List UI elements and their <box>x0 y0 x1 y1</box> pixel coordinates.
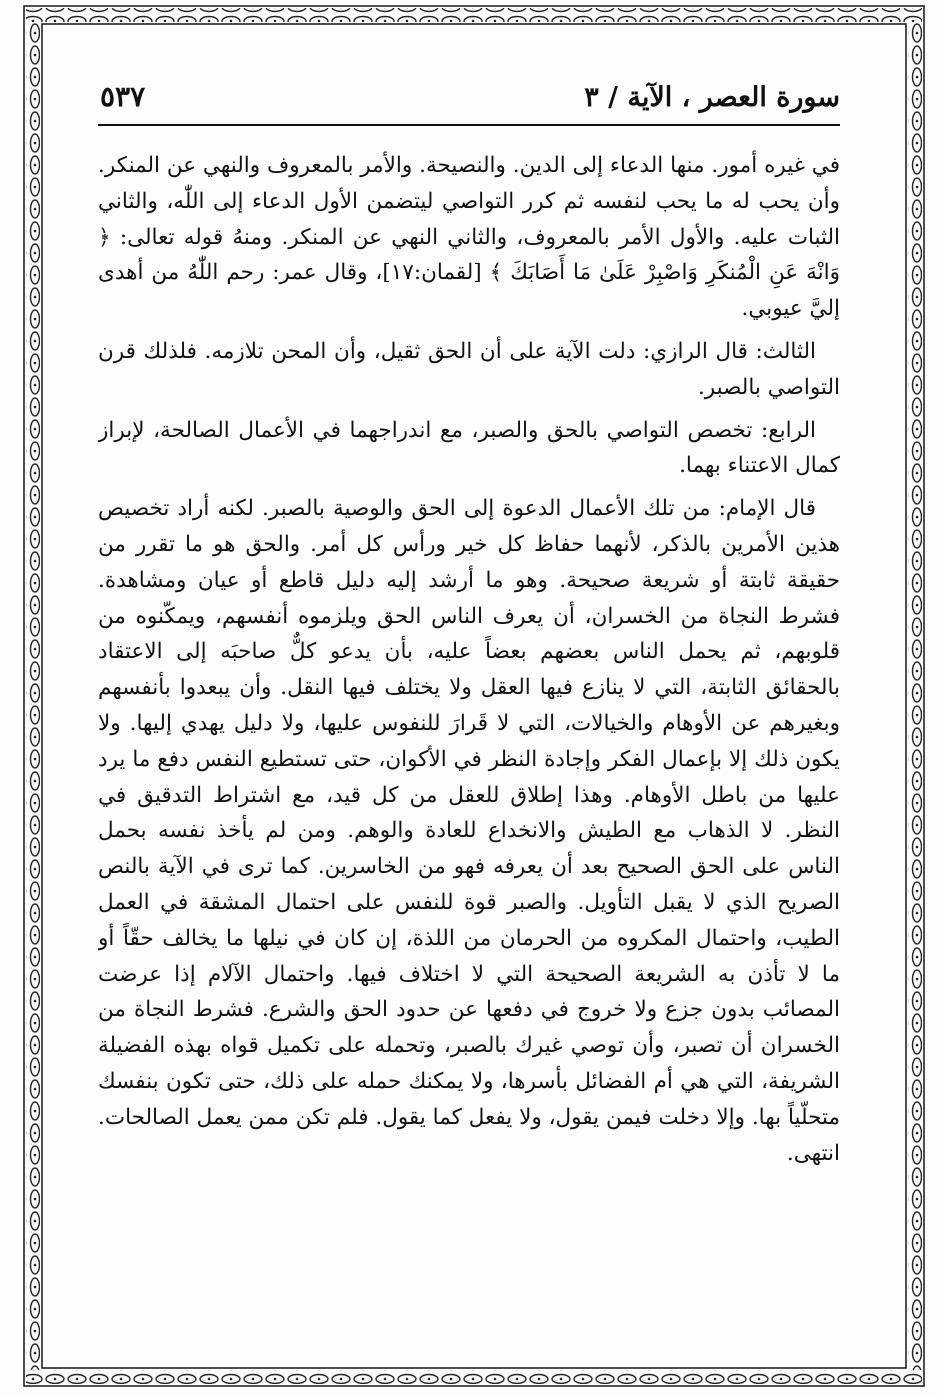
page-header <box>98 70 840 126</box>
paragraph-third-point: الثالث: قال الرازي: دلت الآية على أن الحق ثقيل، وأن المحن تلازمه. فلذلك قرن التواصي بالصبر. <box>98 338 840 400</box>
paragraph-imam-quote: قال الإمام: من تلك الأعمال الدعوة إلى الحق والوصية بالصبر. لكنه أراد تخصيص هذين الأمرين بالذكر، لأنهما حفاظ كل خير ورأس كل أمر. والحق هو ما تقرر من حقيقة ثابتة أو شريعة صحيحة. وهو ما أرشد إليه دليل قاطع أو عيان ومشاهدة. فشرط النجاة من الخسران، أن يعرف الناس الحق ويلزموه أنفسهم، ويمكّنوه من قلوبهم، ثم يحمل الناس بعضهم بعضاً عليه، بأن يدعو كلٌّ صاحبَه إلى الاعتقاد بالحقائق الثابتة، التي لا ينازع فيها العقل ولا يختلف فيها النقل. وأن يبعدوا بأنفسهم وبغيرهم عن الأوهام والخيالات، التي لا قَرارَ للنفوس عليها، ولا دليل يهدي إليها. ولا يكون ذلك إلا بإعمال الفكر وإجادة النظر في الأكوان، حتى تستطيع النفس دفع ما يرد عليها من باطل الأوهام. وهذا إطلاق للعقل من كل قيد، مع اشتراط التدقيق في النظر. لا الذهاب مع الطيش والانخداع للعادة والوهم. ومن لم يأخذ نفسه بحمل الناس على الحق الصحيح بعد أن يعرفه فهو من الخاسرين. كما ترى في الآية بالنص الصريح الذي لا يقبل التأويل. والصبر قوة للنفس على احتمال المشقة في العمل الطيب، واحتمال المكروه من الحرمان من اللذة، إن كان في نيلها ما يخالف حقّاً أو ما لا تأذن به الشريعة الصحيحة التي لا اختلاف فيها. واحتمال الآلام إذا عرضت المصائب بدون جزع ولا خروج في دفعها عن حدود الحق والشرع. فشرط النجاة من الخسران أن تصبر، وأن توصي غيرك بالصبر، وتحمله على تكميل قواه بهذه الفضيلة الشريفة، التي هي أم الفضائل بأسرها، ولا يمكنك حمله على ذلك، حتى تكون بنفسك متحلّياً بها. وإلا دخلت فيمن يقول، ولا يفعل كما يقول. فلم تكن ممن يعمل الصالحات. انتهى. <box>98 496 840 1166</box>
page-body <box>98 148 840 1328</box>
page-number: ٥٣٧ <box>100 80 146 113</box>
paragraph-fourth-point: الرابع: تخصص التواصي بالحق والصبر، مع اندراجهما في الأعمال الصالحة، لإبراز كمال الاعتناء بهما. <box>98 417 840 479</box>
running-title: سورة العصر ، الآية / ٣ <box>584 82 840 113</box>
paragraph-continuation: في غيره أمور. منها الدعاء إلى الدين. والنصيحة. والأمر بالمعروف والنهي عن المنكر. وأن يحب له ما يحب لنفسه ثم كرر التواصي ليتضمن الأول الدعاء إلى اللّٰه، والثاني الثبات عليه. والأول الأمر بالمعروف، والثاني النهي عن المنكر. ومنهُ قوله تعالى: ﴿ وَانْهَ عَنِ الْمُنكَرِ وَاصْبِرْ عَلَىٰ مَا أَصَابَكَ ﴾ [لقمان:١٧]، وقال عمر: رحم اللّٰهُ من أهدى إليَّ عيوبي. <box>98 153 840 322</box>
